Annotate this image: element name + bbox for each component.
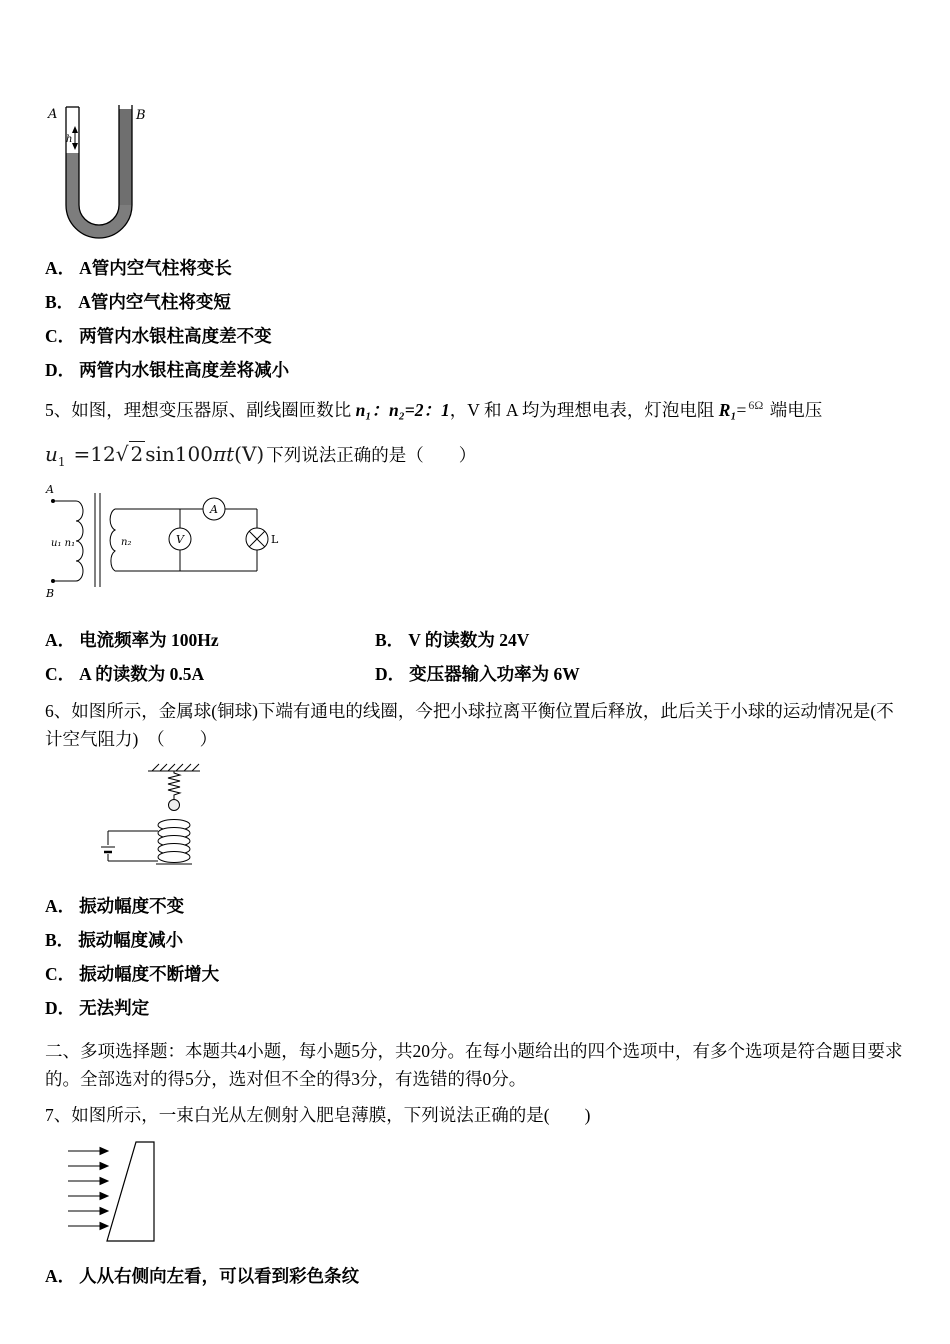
option-text: A管内空气柱将变长 (79, 258, 232, 278)
option-label: B． (45, 929, 75, 950)
formula-u-sub: 1 (57, 454, 66, 469)
option-text: 振动幅度不断增大 (79, 963, 220, 984)
q4-option-c (45, 323, 905, 349)
q4-options (45, 255, 905, 383)
section2-header: 二、多项选择题：本题共4小题，每小题5分，共20分。在每小题给出的四个选项中，有多个选项是符合题目要求的。全部选对的得5分，选对但不全的得3分，有选错的得0分。 (45, 1040, 903, 1089)
label-terminal-b: B (46, 586, 55, 600)
soap-film-figure (60, 1137, 905, 1249)
radicand: 2 (130, 441, 144, 466)
option-text: 无法判定 (79, 997, 150, 1018)
option-label: D． (375, 663, 406, 684)
q5-question-text: 下列说法正确的是（ ） (266, 444, 477, 465)
q5-resistance-value: 6Ω (748, 398, 764, 412)
option-label: B． (375, 629, 405, 650)
option-text: 人从右侧向左看，可以看到彩色条纹 (79, 1265, 360, 1286)
spring-coil-figure (60, 761, 905, 883)
mercury-left (66, 153, 79, 205)
label-h: h (66, 134, 73, 145)
soap-film-wedge (107, 1142, 154, 1241)
option-text: 振动幅度减小 (78, 929, 184, 950)
spring (168, 771, 180, 799)
option-label: C． (45, 963, 76, 984)
option-text: 电流频率为 100Hz (79, 629, 219, 650)
formula-unit: (V) (234, 441, 265, 466)
transformer-circuit-svg (45, 479, 280, 611)
label-secondary-winding: n₂ (121, 536, 132, 548)
option-label: A． (45, 258, 76, 278)
q6-stem: 6、如图所示，金属球(铜球)下端有通电的线圈，今把小球拉离平衡位置后释放，此后关于小球的运动情况是(不计空气阻力) （ ） (45, 700, 894, 749)
q5-turns-ratio: n₁：n₂=2：1 (355, 399, 450, 420)
voltage-formula (45, 442, 264, 469)
q6-option-b (45, 927, 905, 953)
option-text: A 的读数为 0.5A (79, 663, 205, 684)
formula-pit: πt (212, 441, 235, 466)
option-text: A管内空气柱将变短 (78, 292, 231, 312)
option-text: V 的读数为 24V (408, 629, 530, 650)
q7-option-a (45, 1263, 905, 1289)
option-text: 振动幅度不变 (79, 895, 185, 916)
option-label: A． (45, 895, 76, 916)
option-text: 两管内水银柱高度差不变 (79, 326, 272, 346)
h-arrow-up (72, 126, 78, 133)
q5-stem-text: 5、如图，理想变压器原、副线圈匝数比 (45, 399, 356, 420)
option-label: A． (45, 629, 76, 650)
q5-option-c (45, 661, 375, 687)
q5-option-d (375, 661, 905, 687)
mercury-right (119, 109, 132, 205)
q6-option-d (45, 995, 905, 1021)
option-label: D． (45, 997, 76, 1018)
q6-option-c (45, 961, 905, 987)
formula-coefficient: =12 (73, 441, 116, 466)
u-tube-svg (45, 95, 155, 245)
lamp-label: L (271, 532, 279, 546)
q5-stem-text: ，V 和 A 均为理想电表，灯泡电阻 (449, 399, 719, 420)
option-label: B． (45, 292, 75, 312)
soap-film-svg (60, 1137, 185, 1249)
q4-option-a (45, 255, 905, 281)
formula-u: u (45, 441, 58, 466)
label-primary-winding: u₁ n₁ (51, 537, 76, 549)
u-tube-figure (45, 95, 905, 245)
q4-option-d (45, 357, 905, 383)
voltmeter-label: V (176, 532, 184, 546)
q5-stem-text: 端电压 (765, 399, 823, 420)
ceiling-hatching (152, 764, 199, 771)
primary-coil (76, 501, 83, 581)
formula-sin: sin100 (145, 441, 213, 466)
option-label: D． (45, 360, 76, 380)
h-arrow-down (72, 143, 78, 150)
q5-formula-line (45, 442, 905, 469)
q5-stem (45, 391, 905, 424)
option-text: 两管内水银柱高度差将减小 (79, 360, 290, 380)
q5-option-a (45, 627, 375, 653)
label-terminal-a: A (46, 482, 54, 496)
q6-options (45, 893, 905, 1021)
radical-sign: √ (115, 441, 129, 466)
metal-ball (169, 799, 180, 810)
option-label: C． (45, 326, 76, 346)
option-text: 变压器输入功率为 6W (409, 663, 580, 684)
label-a: A (48, 107, 58, 122)
label-b: B (136, 108, 146, 123)
q6-option-a (45, 893, 905, 919)
q7-stem: 7、如图所示，一束白光从左侧射入肥皂薄膜，下列说法正确的是( ) (45, 1104, 591, 1125)
q5-option-b (375, 627, 905, 653)
solenoid-coil (158, 819, 190, 862)
tube-inner-wall (79, 105, 119, 225)
light-ray-arrows (68, 1147, 108, 1229)
secondary-coil (110, 509, 115, 571)
spring-coil-svg (60, 761, 235, 883)
q4-option-b (45, 289, 905, 315)
ammeter-label: A (210, 502, 218, 516)
q5-options (45, 627, 905, 687)
option-label: A． (45, 1265, 76, 1286)
q5-stem-text: = (736, 399, 747, 420)
option-label: C． (45, 663, 76, 684)
q7-options (45, 1263, 905, 1289)
q5-resistance-symbol: R₁ (718, 399, 737, 420)
mercury-bend (66, 205, 132, 238)
transformer-circuit-figure (45, 479, 905, 611)
